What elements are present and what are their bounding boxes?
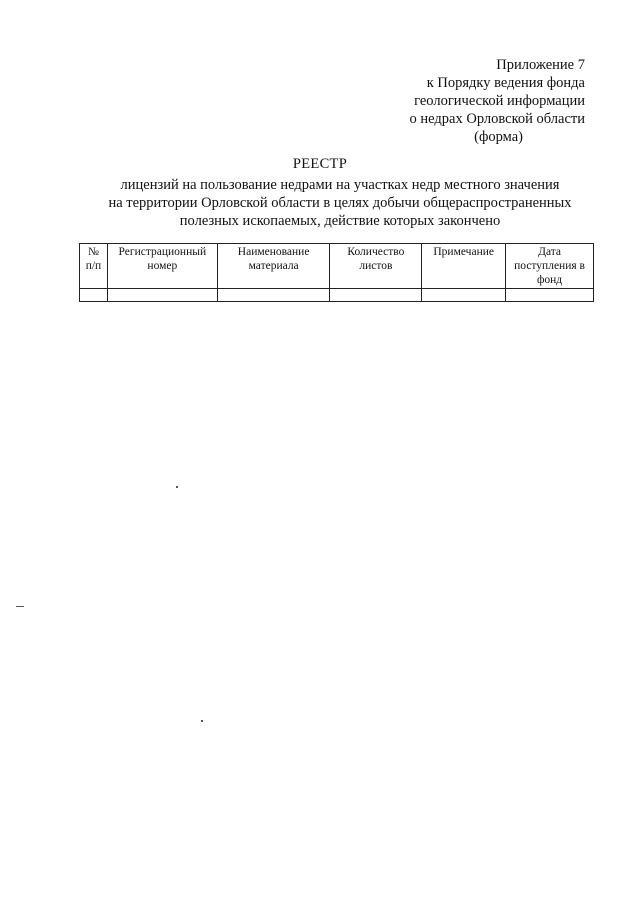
scan-speck — [201, 720, 203, 722]
appendix-reference: к Порядку ведения фонда — [426, 75, 585, 91]
scan-speck — [16, 606, 24, 607]
header-number: № п/п — [80, 244, 108, 289]
header-material-name: Наименование материала — [217, 244, 330, 289]
scan-speck — [176, 486, 178, 488]
register-subtitle-line-3: полезных ископаемых, действие которых закончено — [179, 213, 501, 229]
table-row — [80, 289, 594, 302]
table-cell — [80, 289, 108, 302]
appendix-block — [325, 56, 585, 146]
appendix-number: Приложение 7 — [496, 57, 585, 73]
register-subtitle — [60, 176, 620, 230]
appendix-region: о недрах Орловской области — [409, 111, 585, 127]
registry-table — [79, 243, 594, 302]
header-note: Примечание — [422, 244, 506, 289]
register-title: РЕЕСТР — [292, 156, 348, 172]
appendix-form-label: (форма) — [474, 129, 523, 145]
register-subtitle-line-1: лицензий на пользование недрами на участках недр местного значения — [120, 177, 560, 193]
header-registration-number: Регистрационный номер — [107, 244, 217, 289]
table-cell — [107, 289, 217, 302]
table-cell — [217, 289, 330, 302]
appendix-reference-cont: геологической информации — [414, 93, 585, 109]
table-cell — [506, 289, 594, 302]
header-receipt-date: Дата поступления в фонд — [506, 244, 594, 289]
header-sheet-count: Количество листов — [330, 244, 422, 289]
register-subtitle-line-2: на территории Орловской области в целях добычи общераспространенных — [108, 195, 572, 211]
table-cell — [330, 289, 422, 302]
table-cell — [422, 289, 506, 302]
table-header-row — [80, 244, 594, 289]
